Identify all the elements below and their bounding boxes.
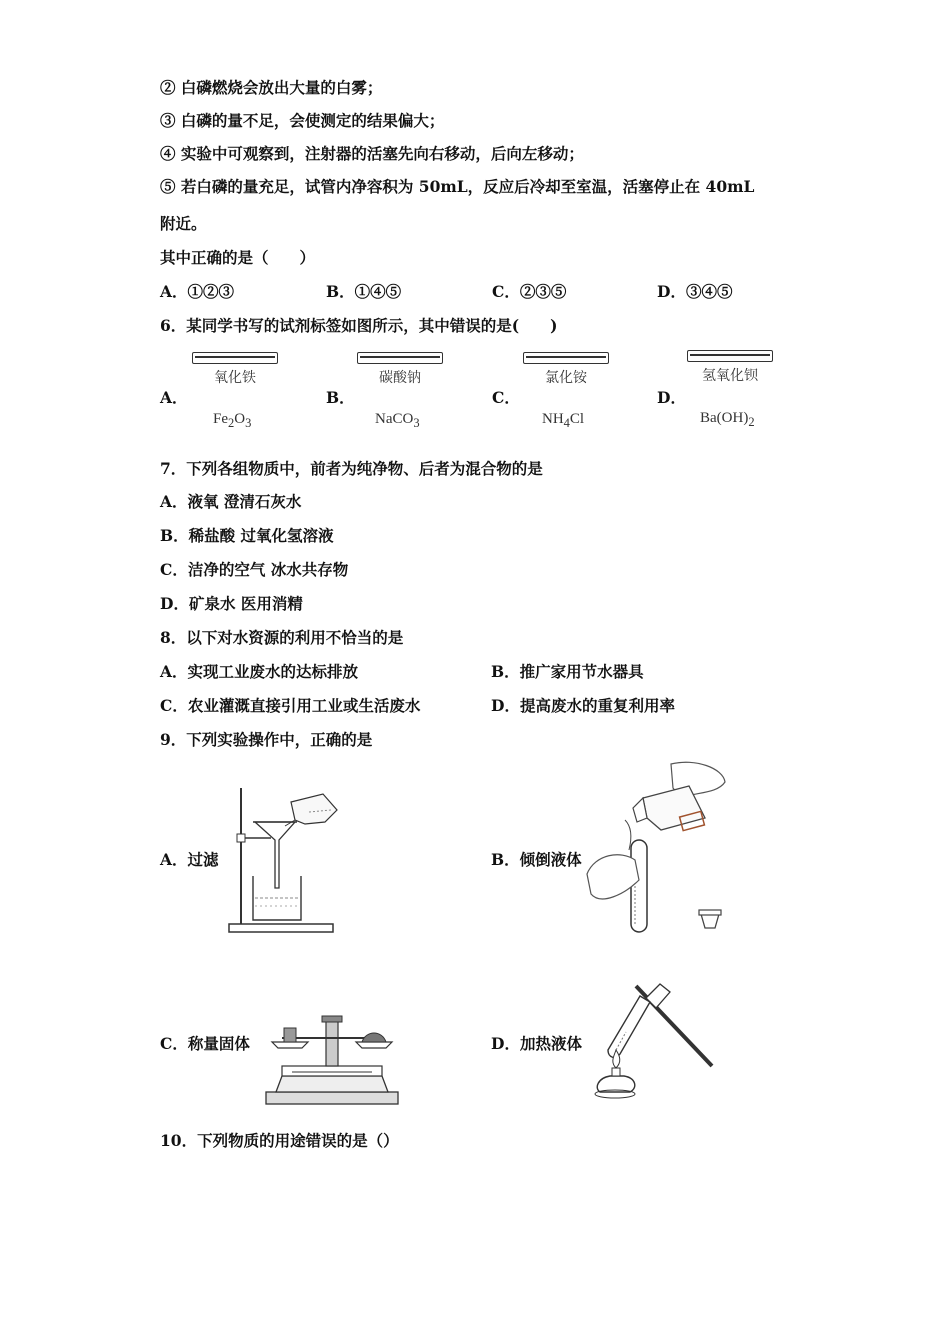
q9-stem: 9．下列实验操作中，正确的是 (160, 730, 373, 749)
q8-option-c: C．农业灌溉直接引用工业或生活废水 (160, 696, 421, 715)
reagent-label-c (521, 352, 611, 387)
q5-statement-5-cont: 附近。 (160, 214, 207, 233)
heating-liquid-figure (590, 980, 720, 1110)
formula-b: NaCO$_3$ (375, 411, 420, 430)
reagent-label-d (685, 350, 775, 385)
q8-option-a: A．实现工业废水的达标排放 (160, 662, 359, 681)
q6-letter-c: C． (492, 388, 520, 407)
q7-option-c: C．洁净的空气 冰水共存物 (160, 560, 349, 579)
pouring-liquid-figure (585, 758, 735, 938)
label-strip (687, 350, 773, 362)
formula-c: $NH_4Cl$ (542, 411, 585, 430)
filtration-apparatus-figure (225, 780, 345, 936)
q8-option-d: D．提高废水的重复利用率 (491, 696, 675, 715)
formula-a: $Fe_2O_3$ (213, 411, 252, 430)
formula-d: $Ba(OH)_2$ (700, 410, 755, 429)
q5-prompt: 其中正确的是（ ） (160, 248, 316, 267)
q6-stem: 6．某同学书写的试剂标签如图所示，其中错误的是( ) (160, 316, 558, 335)
q5-statement-3: ③ 白磷的量不足，会使测定的结果偏大； (160, 111, 445, 130)
q7-stem: 7．下列各组物质中，前者为纯净物、后者为混合物的是 (160, 459, 543, 478)
q9-option-d: D．加热液体 (491, 1034, 582, 1053)
q5-option-b: B．①④⑤ (326, 282, 402, 301)
q7-option-b: B．稀盐酸 过氧化氢溶液 (160, 526, 334, 545)
q5-statement-5: ⑤ 若白磷的量充足，试管内净容积为 50mL，反应后冷却至室温，活塞停止在 40mL (160, 177, 755, 196)
reagent-name: 碳酸钠 (379, 370, 421, 386)
q7-option-d: D．矿泉水 医用消精 (160, 594, 303, 613)
weighing-balance-figure (262, 1012, 402, 1108)
q6-letter-a: A． (160, 388, 188, 407)
q7-option-a: A．液氧 澄清石灰水 (160, 492, 302, 511)
q5-option-a: A．①②③ (160, 282, 235, 301)
label-strip (192, 352, 278, 364)
q5-statement-4: ④ 实验中可观察到，注射器的活塞先向右移动，后向左移动； (160, 144, 584, 163)
q5-option-c: C．②③⑤ (492, 282, 567, 301)
q6-letter-b: B． (326, 388, 355, 407)
label-strip (357, 352, 443, 364)
reagent-name: 氯化铵 (545, 370, 587, 386)
q5-statement-2: ② 白磷燃烧会放出大量的白雾； (160, 78, 383, 97)
q9-option-c: C．称量固体 (160, 1034, 250, 1053)
q8-stem: 8．以下对水资源的利用不恰当的是 (160, 628, 404, 647)
q9-option-b: B．倾倒液体 (491, 850, 582, 869)
q8-option-b: B．推广家用节水器具 (491, 662, 644, 681)
q10-stem: 10．下列物质的用途错误的是（） (160, 1131, 399, 1150)
reagent-name: 氧化铁 (214, 370, 256, 386)
reagent-label-a (190, 352, 280, 387)
label-strip (523, 352, 609, 364)
q6-letter-d: D． (657, 388, 686, 407)
reagent-name: 氢氧化钡 (702, 368, 758, 384)
reagent-label-b (355, 352, 445, 387)
q9-option-a: A．过滤 (160, 850, 219, 869)
q5-option-d: D．③④⑤ (657, 282, 733, 301)
